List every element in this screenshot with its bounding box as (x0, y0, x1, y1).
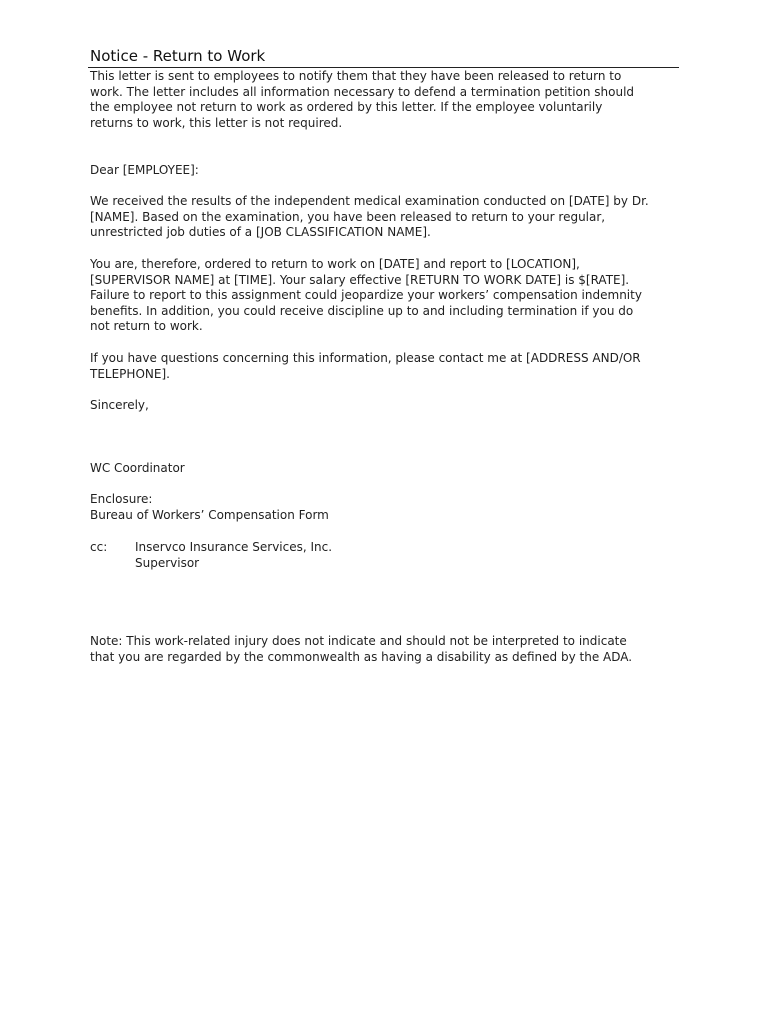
cc-recipient: Inservco Insurance Services, Inc. (135, 540, 333, 554)
paragraph-line: You are, therefore, ordered to return to work on [DATE] and report to [LOCATION], (90, 257, 580, 271)
salutation (90, 163, 690, 179)
intro-line: work. The letter includes all information necessary to defend a termination petition should (90, 84, 635, 99)
signer (90, 461, 690, 477)
note-paragraph (90, 634, 690, 665)
paragraph-line: We received the results of the independent medical examination conducted on [DATE] by Dr. (90, 194, 649, 208)
enclosure-block (90, 492, 690, 523)
signer-title: WC Coordinator (90, 461, 185, 475)
body-paragraph-return-order (90, 257, 690, 335)
paragraph-line: unrestricted job duties of a [JOB CLASSIFICATION NAME]. (90, 225, 431, 240)
paragraph-line: If you have questions concerning this information, please contact me at [ADDRESS AND/OR (90, 351, 641, 365)
intro-line: This letter is sent to employees to notify them that they have been released to return to (90, 69, 622, 83)
title-underline (88, 67, 679, 68)
intro-line: returns to work, this letter is not required. (90, 115, 343, 130)
cc-recipient-list (135, 540, 332, 571)
enclosure-label: Enclosure: (90, 492, 153, 506)
paragraph-line: TELEPHONE]. (90, 366, 170, 381)
paragraph-line: benefits. In addition, you could receive discipline up to and including termination if you do (90, 303, 634, 318)
intro-paragraph (90, 69, 690, 131)
cc-recipient: Supervisor (135, 555, 200, 570)
paragraph-line: [SUPERVISOR NAME] at [TIME]. Your salary effective [RETURN TO WORK DATE] is $[RATE]. (90, 272, 630, 287)
closing (90, 398, 690, 414)
enclosure-item: Bureau of Workers’ Compensation Form (90, 507, 329, 522)
intro-line: the employee not return to work as ordered by this letter. If the employee voluntarily (90, 100, 603, 115)
paragraph-line: not return to work. (90, 319, 203, 334)
paragraph-line: Failure to report to this assignment could jeopardize your workers’ compensation indemnity (90, 288, 642, 303)
salutation-text: Dear [EMPLOYEE]: (90, 163, 199, 177)
body-paragraph-contact (90, 351, 690, 382)
document-title: Notice - Return to Work (90, 47, 266, 65)
body-paragraph-examination (90, 194, 690, 241)
note-line: that you are regarded by the commonwealth as having a disability as defined by the ADA. (90, 649, 633, 664)
paragraph-line: [NAME]. Based on the examination, you have been released to return to your regular, (90, 209, 606, 224)
note-line: Note: This work-related injury does not indicate and should not be interpreted to indicate (90, 634, 627, 648)
cc-label: cc: (90, 540, 108, 554)
closing-text: Sincerely, (90, 398, 149, 412)
